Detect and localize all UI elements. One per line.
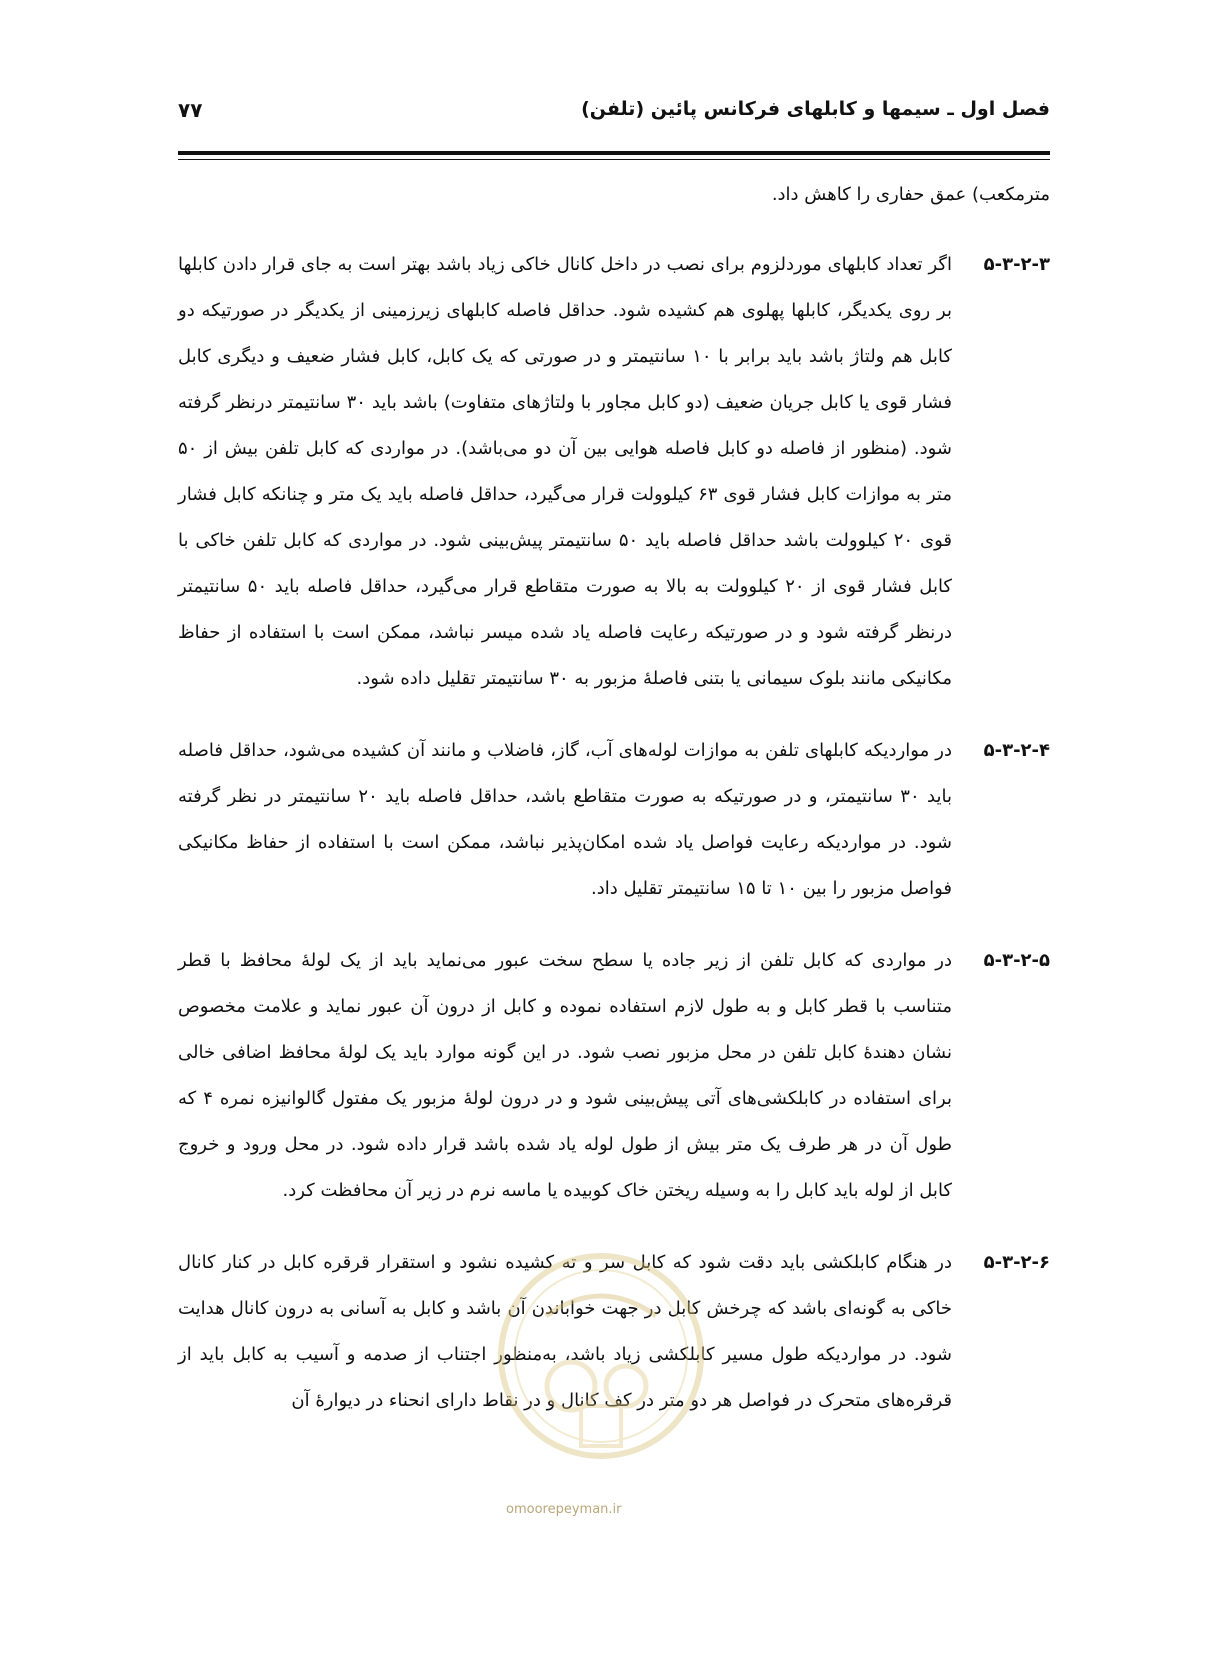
header-rule-thin [178, 159, 1050, 160]
section-number: ۵-۳-۲-۴ [983, 740, 1050, 761]
section-text: در مواردیکه کابلهای تلفن به موازات لوله‌های آب، گاز، فاضلاب و مانند آن کشیده می‌شود، حداقل فاصله باید ۳۰ سانتیمتر، و در صورتیکه به صورت متقاطع باشد، حداقل فاصله باید ۲۰ سانتیمتر در نظر گرفته شود. در مواردیکه رعایت فواصل یاد شده امکان‌پذیر نباشد، ممکن است با استفاده از حفاظ مکانیکی فواصل مزبور را بین ۱۰ تا ۱۵ سانتیمتر تقلیل داد. [178, 740, 952, 899]
section-5-3-2-3 [178, 242, 1050, 702]
page-number: ۷۷ [178, 98, 203, 122]
chapter-title: فصل اول ـ سیمها و کابلهای فرکانس پائین (تلفن) [581, 98, 1050, 120]
section-number: ۵-۳-۲-۵ [983, 950, 1050, 971]
continuation-text: مترمکعب) عمق حفاری را کاهش داد. [771, 184, 1050, 205]
section-text: اگر تعداد کابلهای موردلزوم برای نصب در داخل کانال خاکی زیاد باشد بهتر است به جای قرار دادن کابلها بر روی یکدیگر، کابلها پهلوی هم کشیده شود. حداقل فاصله کابلهای زیرزمینی از یکدیگر در صورتیکه دو کابل هم ولتاژ باشد باید برابر با ۱۰ سانتیمتر و در صورتی که یک کابل، کابل فشار ضعیف و دیگری کابل فشار قوی یا کابل جریان ضعیف (دو کابل مجاور با ولتاژهای متفاوت) باشد باید ۳۰ سانتیمتر درنظر گرفته شود. (منظور از فاصله دو کابل فاصله هوایی بین آن دو می‌باشد). در مواردی که کابل تلفن بیش از ۵۰ متر به موازات کابل فشار قوی ۶۳ کیلوولت قرار می‌گیرد، حداقل فاصله باید یک متر و چنانکه کابل فشار قوی ۲۰ کیلوولت باشد حداقل فاصله باید ۵۰ سانتیمتر پیش‌بینی شود. در مواردی که کابل تلفن خاکی با کابل فشار قوی از ۲۰ کیلوولت به بالا به صورت متقاطع قرار می‌گیرد، حداقل فاصله باید ۵۰ سانتیمتر درنظر گرفته شود و در صورتیکه رعایت فاصله یاد شده میسر نباشد، ممکن است با استفاده از حفاظ مکانیکی مانند بلوک سیمانی یا بتنی فاصلهٔ مزبور به ۳۰ سانتیمتر تقلیل داده شود. [178, 254, 953, 689]
watermark-caption: omoorepeyman.ir [506, 1502, 622, 1517]
page-header [178, 98, 1050, 138]
section-text: در مواردی که کابل تلفن از زیر جاده یا سطح سخت عبور می‌نماید باید از یک لولهٔ محافظ با قطر متناسب با قطر کابل و به طول لازم استفاده نموده و کابل از درون آن عبور نماید و علامت مخصوص نشان دهندهٔ کابل تلفن در محل مزبور نصب شود. در این گونه موارد باید یک لولهٔ محافظ اضافی خالی برای استفاده در کابلکشی‌های آتی پیش‌بینی شود و در درون لولهٔ مزبور یک مفتول گالوانیزه نمره ۴ که طول آن در هر طرف یک متر بیش از طول لوله یاد شده باشد قرار داده شود. در محل ورود و خروج کابل از لوله باید کابل را به وسیله ریختن خاک کوبیده یا ماسه نرم در زیر آن محافظت کرد. [178, 950, 952, 1201]
section-5-3-2-5 [178, 938, 1050, 1214]
section-5-3-2-4 [178, 728, 1050, 912]
header-rule-thick [178, 151, 1050, 155]
watermark-seal-icon [486, 1236, 716, 1496]
section-text: در هنگام کابلکشی باید دقت شود که کابل سر و ته کشیده نشود و استقرار قرقره کابل در کنار کانال خاکی به گونه‌ای باشد که چرخش کابل در جهت خواباندن آن باشد و کابل به آسانی به درون کانال هدایت شود. در مواردیکه طول مسیر کابلکشی زیاد باشد، به‌منظور اجتناب از صدمه و آسیب به کابل باید از قرقره‌های متحرک در فواصل هر دو متر در کف کانال و در نقاط دارای انحناء در دیوارهٔ آن [178, 1252, 952, 1411]
section-number: ۵-۳-۲-۶ [983, 1252, 1050, 1273]
section-number: ۵-۳-۲-۳ [983, 254, 1050, 275]
